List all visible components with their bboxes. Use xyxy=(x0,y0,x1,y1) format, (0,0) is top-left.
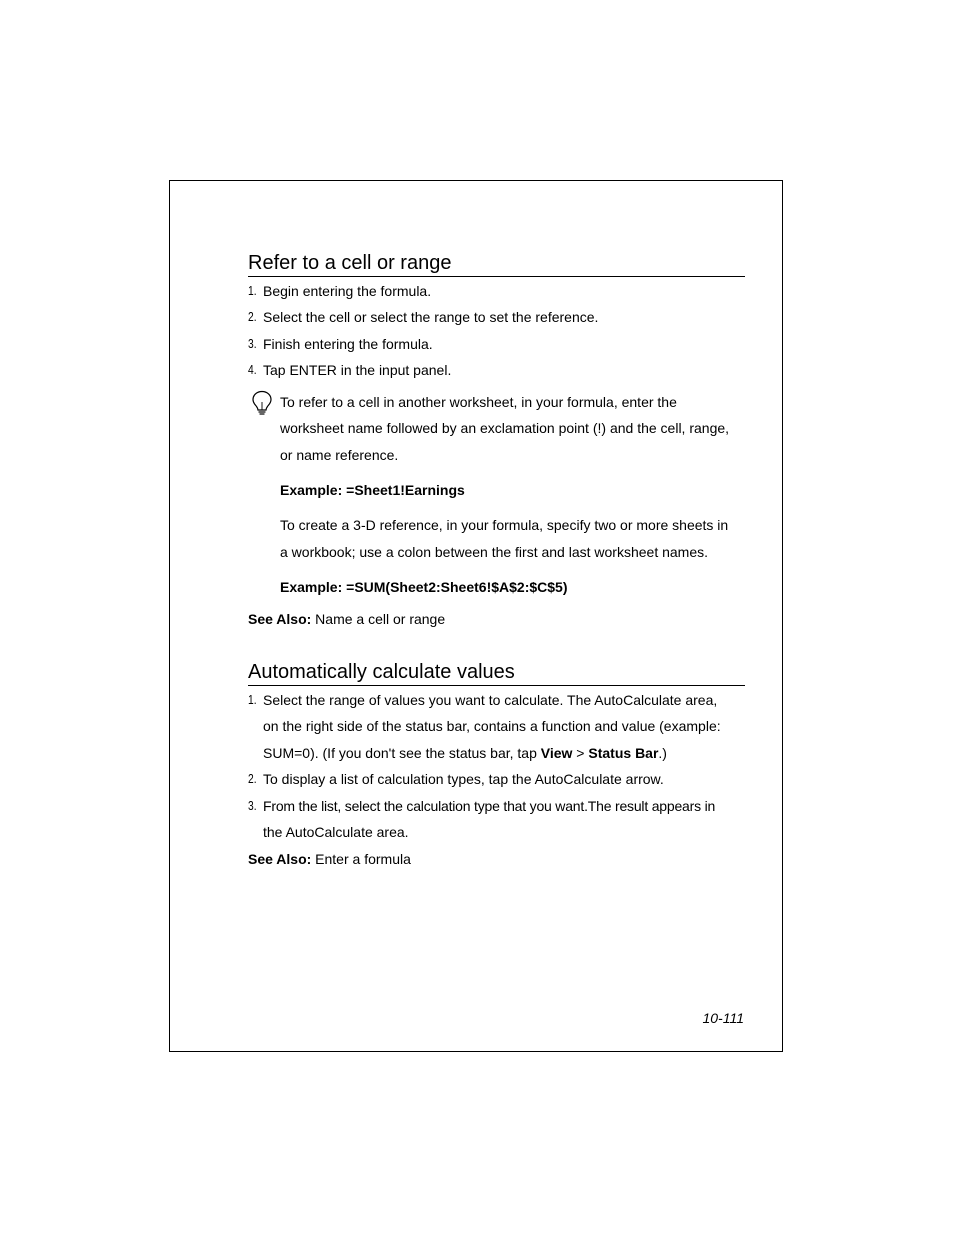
menu-status-bar: Status Bar xyxy=(588,745,659,761)
lightbulb-icon xyxy=(251,390,273,416)
step-text: Begin entering the formula. xyxy=(263,283,432,299)
menu-view: View xyxy=(540,745,573,761)
section-heading-refer: Refer to a cell or range xyxy=(248,250,745,277)
step-text: Select the cell or select the range to set the reference. xyxy=(263,309,599,325)
step-number: 1. xyxy=(248,693,257,707)
step-text: Select the range of values you want to calculate. The AutoCalculate area, xyxy=(263,692,718,708)
tip-text-line: To refer to a cell in another worksheet, in your formula, enter the xyxy=(280,394,677,410)
page-number: 10-111 xyxy=(702,1010,744,1026)
step-text: Finish entering the formula. xyxy=(263,336,433,352)
example-formula: Example: =Sheet1!Earnings xyxy=(280,482,465,498)
step-number: 4. xyxy=(248,363,257,377)
step-text-part: .) xyxy=(658,745,667,761)
section-heading-autocalculate: Automatically calculate values xyxy=(248,659,745,686)
tip-text-line: a workbook; use a colon between the first and last worksheet names. xyxy=(280,544,709,560)
step-text: the AutoCalculate area. xyxy=(263,824,409,840)
step-text-part: SUM=0). (If you don't see the status bar, tap xyxy=(263,745,541,761)
step-text: Tap ENTER in the input panel. xyxy=(263,362,452,378)
see-also-label: See Also: xyxy=(248,611,312,627)
menu-separator: > xyxy=(572,745,589,761)
step-text: To display a list of calculation types, tap the AutoCalculate arrow. xyxy=(263,771,664,787)
step-text: on the right side of the status bar, contains a function and value (example: xyxy=(263,718,721,734)
see-also xyxy=(248,850,411,868)
example-formula: Example: =SUM(Sheet2:Sheet6!$A$2:$C$5) xyxy=(280,579,568,595)
step-number: 2. xyxy=(248,310,257,324)
step-number: 3. xyxy=(248,337,257,351)
tip-text-line: worksheet name followed by an exclamation point (!) and the cell, range, xyxy=(280,420,730,436)
see-also xyxy=(248,610,445,628)
see-also-label: See Also: xyxy=(248,851,312,867)
step-number: 1. xyxy=(248,284,257,298)
step-text xyxy=(263,744,667,762)
see-also-link[interactable]: Name a cell or range xyxy=(315,611,446,627)
tip-text-line: To create a 3-D reference, in your formula, specify two or more sheets in xyxy=(280,517,729,533)
step-number: 2. xyxy=(248,772,257,786)
see-also-link[interactable]: Enter a formula xyxy=(315,851,411,867)
step-text: From the list, select the calculation type that you want.The result appears in xyxy=(263,798,716,814)
step-number: 3. xyxy=(248,799,257,813)
tip-text-line: or name reference. xyxy=(280,447,399,463)
